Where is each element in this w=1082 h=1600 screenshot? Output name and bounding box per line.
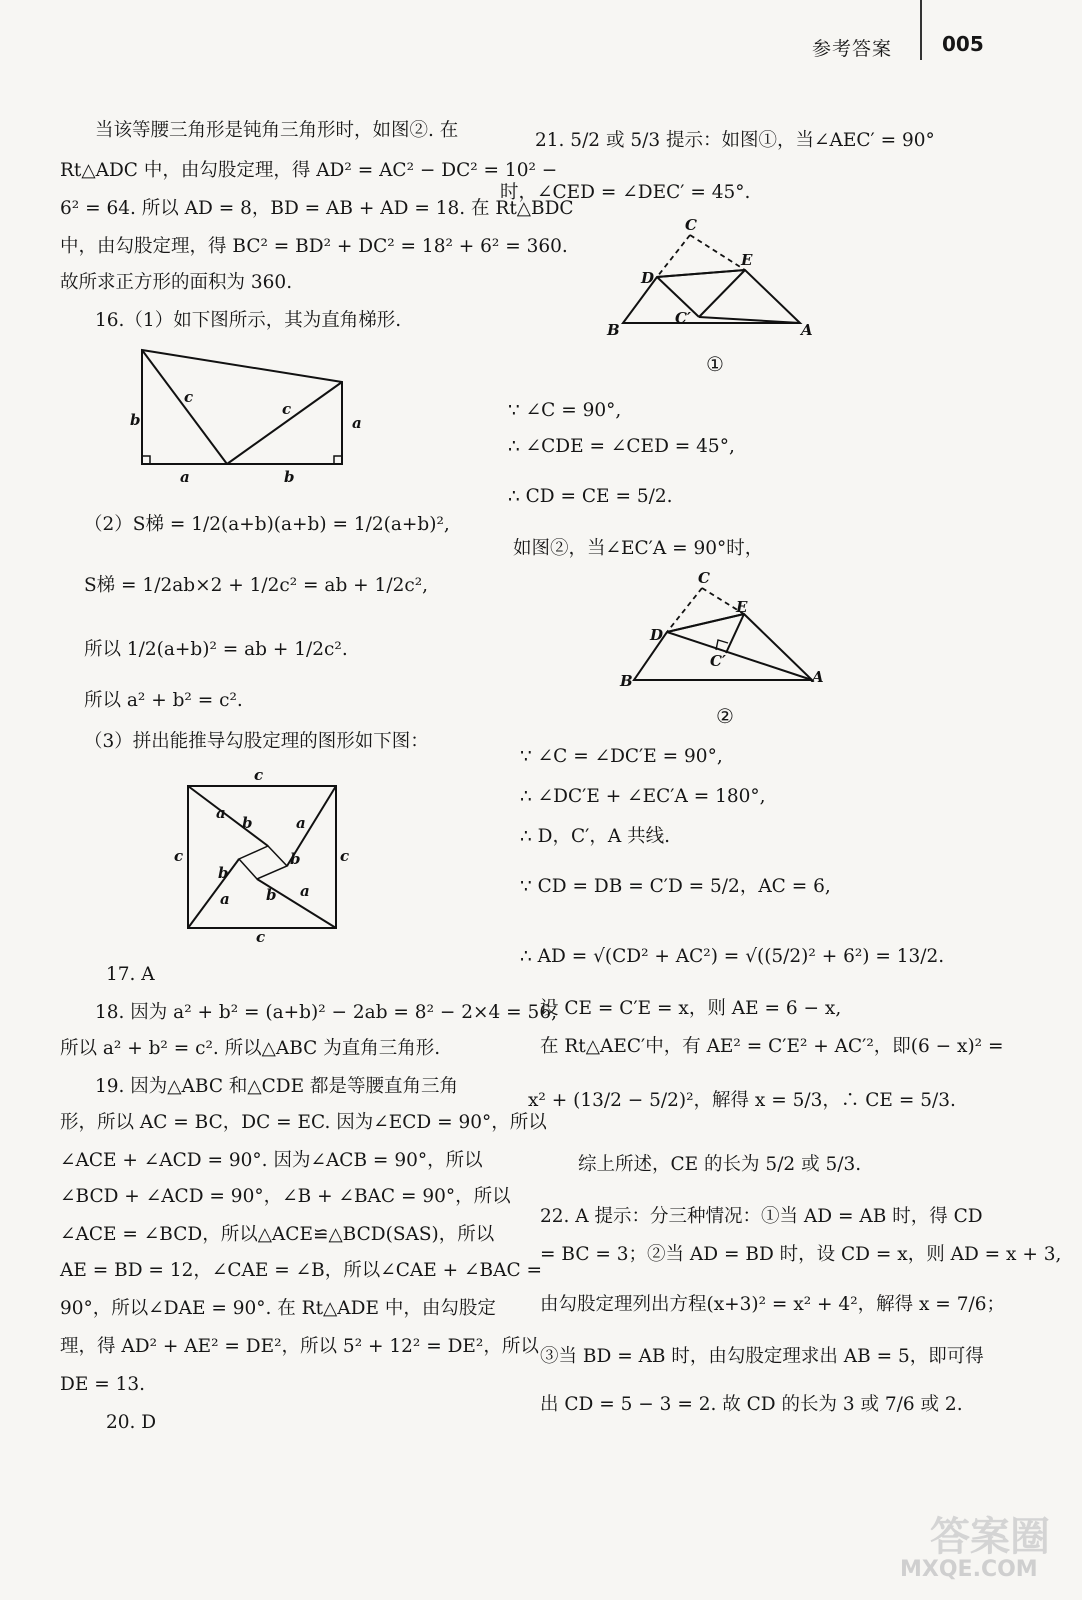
- text-line: 理，得 AD² + AE² = DE²，所以 5² + 12² = DE²，所以: [60, 1336, 539, 1357]
- label-c: c: [174, 847, 184, 865]
- watermark: [900, 1505, 1070, 1585]
- text-line: 当该等腰三角形是钝角三角形时，如图②. 在: [95, 120, 459, 141]
- text-line: x² + (13/2 − 5/2)²，解得 x = 5/3，∴ CE = 5/3.: [528, 1090, 956, 1111]
- label-c: c: [256, 928, 266, 946]
- text-line: 90°，所以∠DAE = 90°. 在 Rt△ADE 中，由勾股定: [60, 1298, 496, 1319]
- triangle-figure-1: [595, 215, 825, 345]
- text-line: 20. D: [106, 1412, 157, 1433]
- label-b: b: [218, 864, 229, 882]
- label-a: a: [220, 890, 230, 908]
- text-line: ∠ACE = ∠BCD，所以△ACE≌△BCD(SAS)，所以: [60, 1224, 495, 1245]
- text-line: 形，所以 AC = BC，DC = EC. 因为∠ECD = 90°，所以: [60, 1112, 547, 1133]
- label-c: c: [282, 400, 292, 418]
- text-line: 18. 因为 a² + b² = (a+b)² − 2ab = 8² − 2×4 = 56,: [95, 1002, 557, 1023]
- label-a: a: [352, 414, 362, 432]
- label-D: D: [641, 269, 655, 287]
- figure-1-label: ①: [706, 352, 724, 376]
- figure-2-label: ②: [716, 704, 734, 728]
- text-line: 综上所述，CE 的长为 5/2 或 5/3.: [578, 1154, 862, 1175]
- text-line: 中，由勾股定理，得 BC² = BD² + DC² = 18² + 6² = 360.: [60, 236, 568, 257]
- text-line: （2）S梯 = 1/2(a+b)(a+b) = 1/2(a+b)²,: [84, 514, 450, 535]
- text-line: 所以 a² + b² = c².: [84, 690, 243, 711]
- text-line: 时，∠CED = ∠DEC′ = 45°.: [500, 182, 751, 203]
- text-line: 16.（1）如下图所示，其为直角梯形.: [95, 310, 402, 331]
- text-line: 22. A 提示：分三种情况：①当 AD = AB 时，得 CD: [540, 1206, 983, 1227]
- label-C: C: [698, 569, 710, 587]
- label-c: c: [340, 847, 350, 865]
- label-a: a: [180, 468, 190, 486]
- text-line: 设 CE = C′E = x，则 AE = 6 − x,: [540, 998, 842, 1019]
- text-line: S梯 = 1/2ab×2 + 1/2c² = ab + 1/2c²,: [84, 575, 428, 596]
- header-title: 参考答案: [812, 38, 893, 60]
- label-a: a: [300, 882, 310, 900]
- text-line: 19. 因为△ABC 和△CDE 都是等腰直角三角: [95, 1076, 458, 1097]
- label-D: D: [650, 626, 664, 644]
- text-line: ∠BCD + ∠ACD = 90°，∠B + ∠BAC = 90°，所以: [60, 1186, 511, 1207]
- text-line: 所以 a² + b² = c². 所以△ABC 为直角三角形.: [60, 1038, 441, 1059]
- label-c: c: [254, 766, 264, 784]
- text-line: ∵ ∠C = ∠DC′E = 90°,: [520, 746, 723, 767]
- text-line: AE = BD = 12，∠CAE = ∠B，所以∠CAE + ∠BAC =: [60, 1260, 543, 1281]
- text-line: 出 CD = 5 − 3 = 2. 故 CD 的长为 3 或 7/6 或 2.: [540, 1394, 963, 1415]
- text-line: 在 Rt△AEC′中，有 AE² = C′E² + AC′²，即(6 − x)² =: [540, 1036, 1004, 1057]
- label-a: a: [216, 804, 226, 822]
- text-line: ③当 BD = AB 时，由勾股定理求出 AB = 5，即可得: [540, 1346, 984, 1367]
- text-line: ∠ACE + ∠ACD = 90°. 因为∠ACB = 90°，所以: [60, 1150, 483, 1171]
- text-line: ∴ ∠DC′E + ∠EC′A = 180°,: [520, 786, 766, 807]
- text-line: Rt△ADC 中，由勾股定理，得 AD² = AC² − DC² = 10² −: [60, 160, 558, 181]
- text-line: = BC = 3；②当 AD = BD 时，设 CD = x，则 AD = x + 3,: [540, 1244, 1062, 1265]
- label-b: b: [290, 850, 301, 868]
- watermark-logo: 答案圈: [930, 1514, 1050, 1560]
- text-line: 如图②，当∠EC′A = 90°时，: [513, 538, 764, 559]
- text-line: ∴ AD = √(CD² + AC²) = √((5/2)² + 6²) = 13/2.: [520, 946, 945, 967]
- text-line: DE = 13.: [60, 1374, 146, 1395]
- label-A: A: [801, 321, 813, 339]
- text-line: ∵ CD = DB = C′D = 5/2，AC = 6,: [520, 876, 831, 897]
- label-a: a: [296, 814, 306, 832]
- header-divider: [920, 0, 922, 60]
- triangle-figure-2: [612, 568, 832, 698]
- text-line: 由勾股定理列出方程(x+3)² = x² + 4²，解得 x = 7/6；: [540, 1294, 1005, 1315]
- text-line: ∴ CD = CE = 5/2.: [508, 486, 673, 507]
- label-Cprime: C′: [710, 652, 726, 670]
- label-b: b: [266, 886, 277, 904]
- label-b: b: [242, 814, 253, 832]
- label-A: A: [812, 668, 824, 686]
- text-line: ∵ ∠C = 90°,: [508, 400, 622, 421]
- label-E: E: [736, 598, 748, 616]
- text-line: 所以 1/2(a+b)² = ab + 1/2c².: [84, 639, 348, 660]
- label-b: b: [284, 468, 295, 486]
- text-line: （3）拼出能推导勾股定理的图形如下图：: [84, 731, 429, 752]
- label-B: B: [607, 321, 620, 339]
- label-c: c: [184, 388, 194, 406]
- square-figure: [168, 766, 358, 948]
- text-line: 17. A: [106, 964, 155, 985]
- trapezoid-figure: [120, 340, 360, 490]
- text-line: ∴ D，C′，A 共线.: [520, 826, 670, 847]
- label-E: E: [741, 251, 753, 269]
- text-line: 故所求正方形的面积为 360.: [60, 272, 293, 293]
- label-B: B: [620, 672, 633, 690]
- label-b: b: [130, 411, 141, 429]
- text-line: 6² = 64. 所以 AD = 8，BD = AB + AD = 18. 在 Rt△BDC: [60, 198, 574, 219]
- page-number: 005: [942, 32, 984, 56]
- label-Cprime: C′: [675, 309, 691, 327]
- watermark-url: MXQE.COM: [900, 1557, 1038, 1582]
- text-line: ∴ ∠CDE = ∠CED = 45°,: [508, 436, 735, 457]
- label-C: C: [685, 216, 697, 234]
- text-line: 21. 5/2 或 5/3 提示：如图①，当∠AEC′ = 90°: [535, 130, 935, 151]
